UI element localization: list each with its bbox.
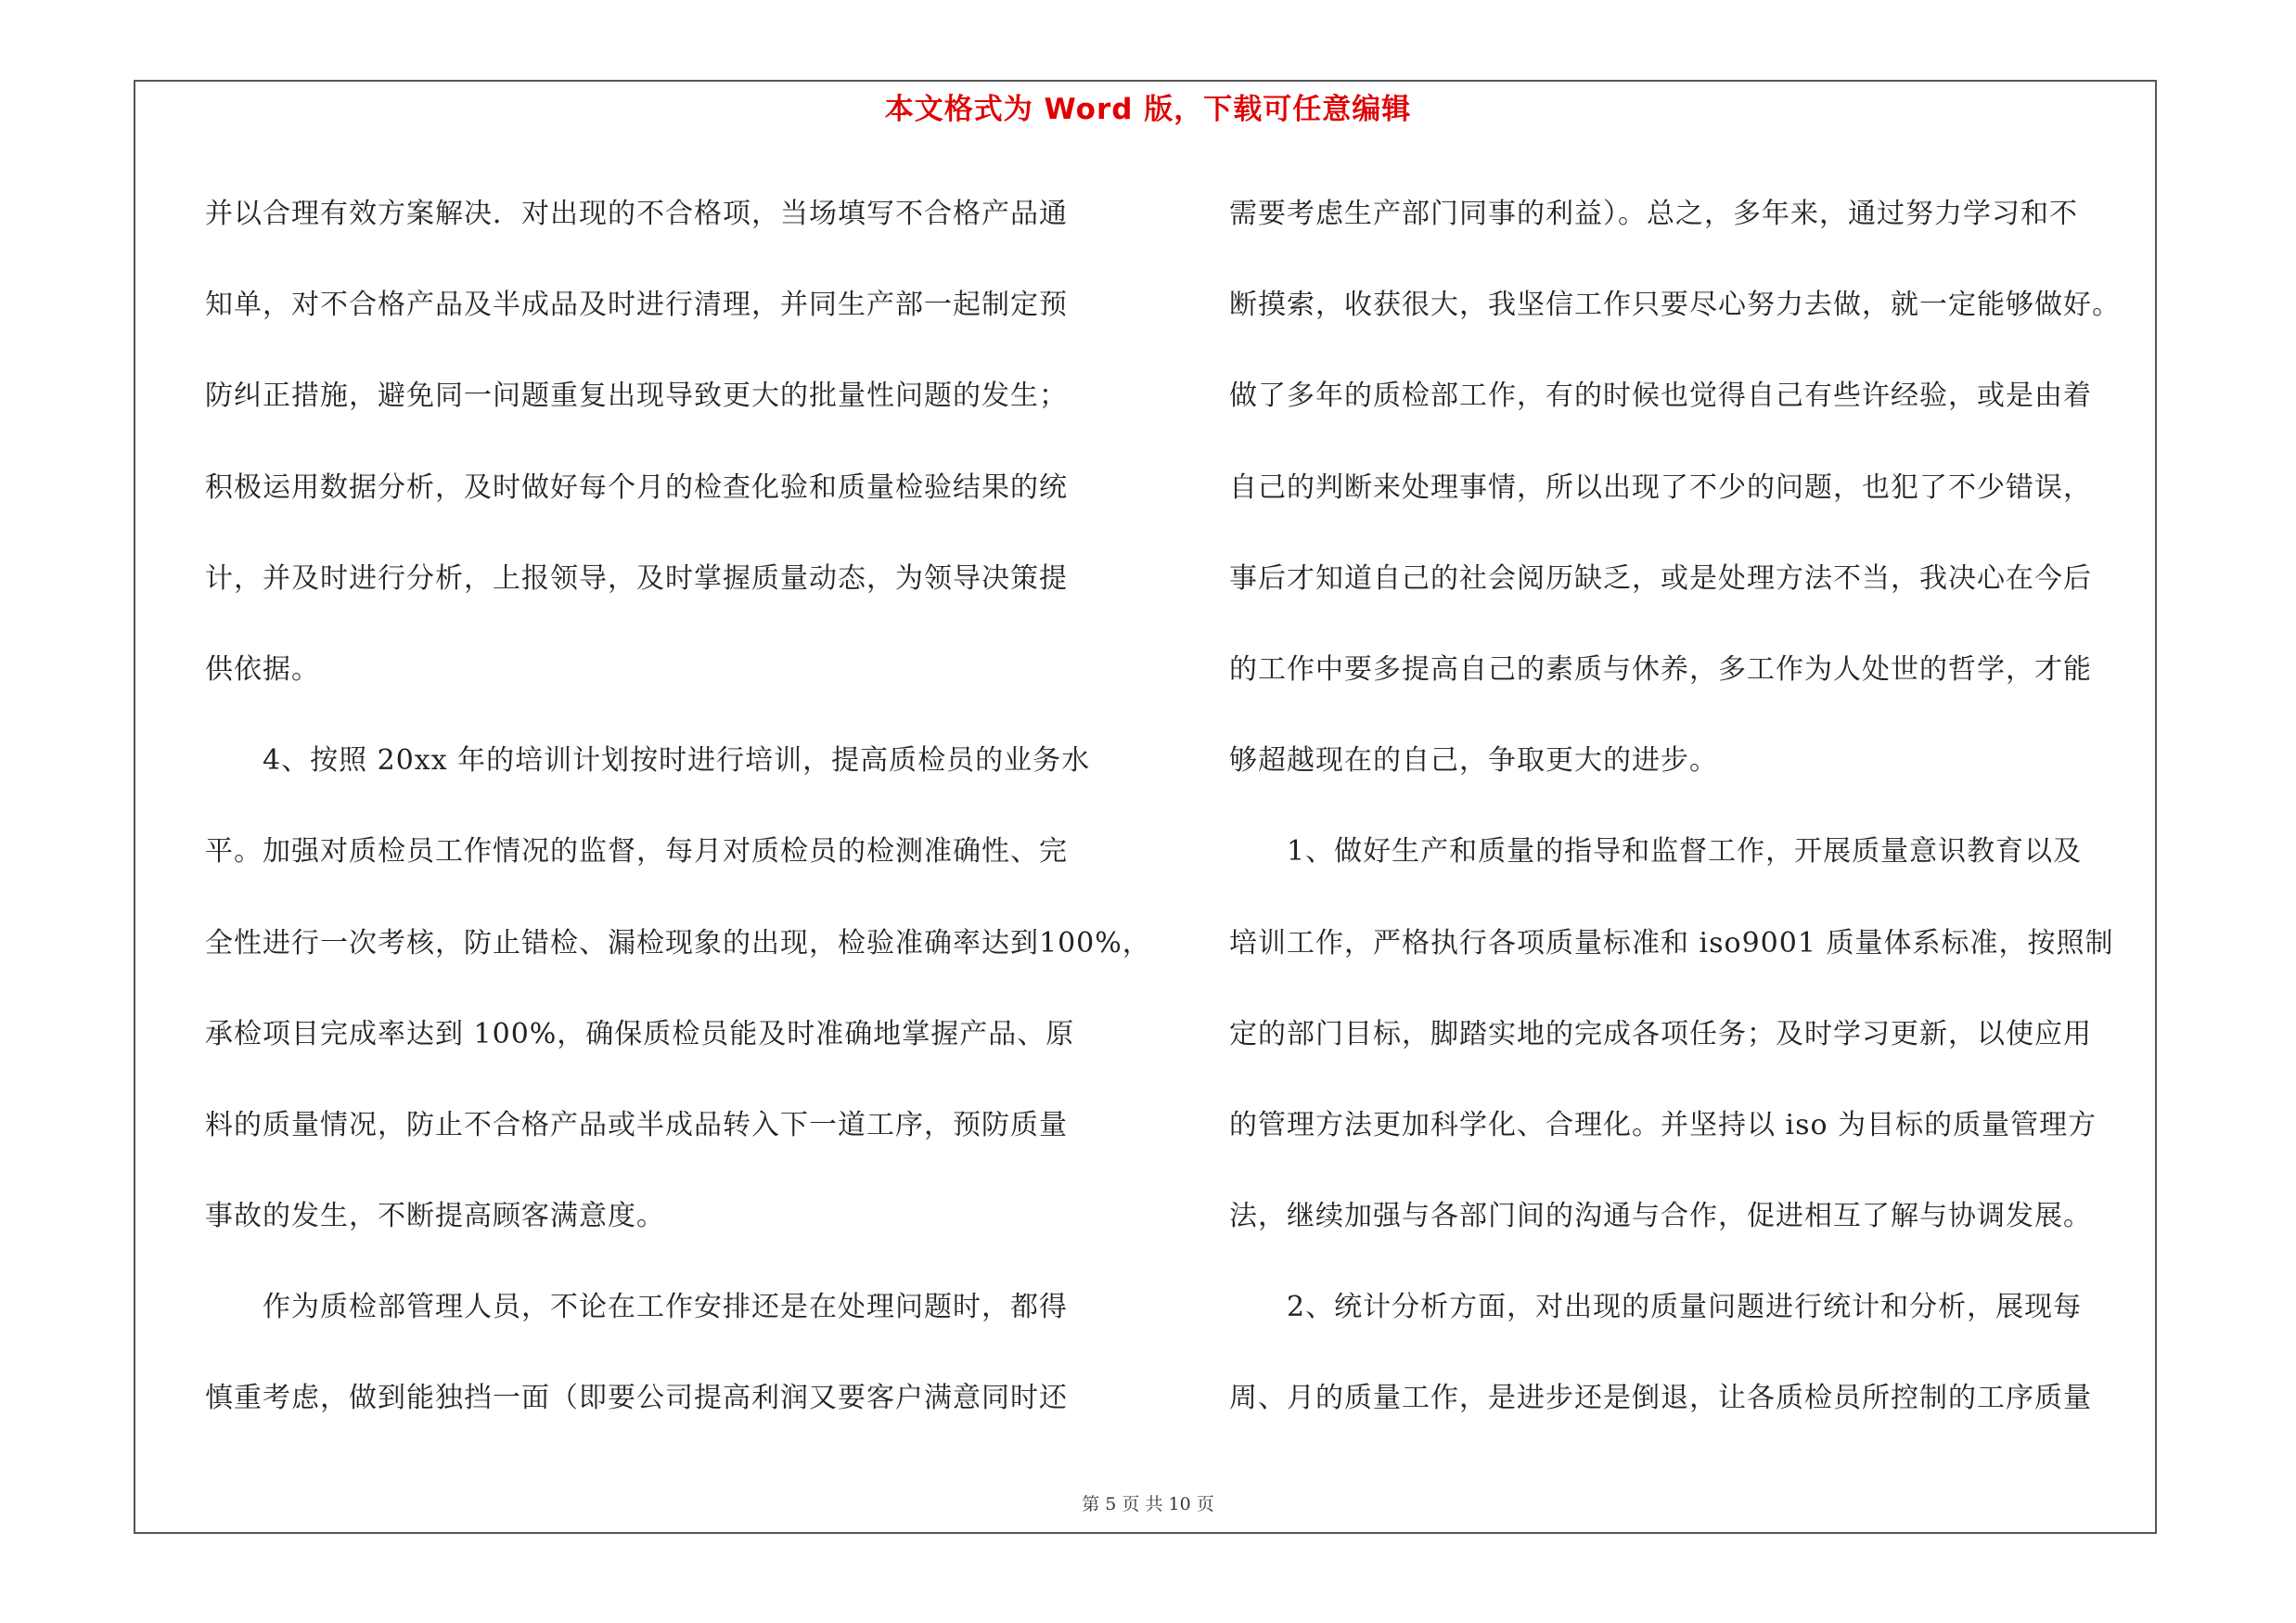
text-line: 做了多年的质检部工作，有的时候也觉得自己有些许经验，或是由着 xyxy=(1229,380,2092,413)
left-text-column xyxy=(205,182,1151,1458)
text-line: 事故的发生，不断提高顾客满意度。 xyxy=(205,1200,665,1233)
text-line: 作为质检部管理人员，不论在工作安排还是在处理问题时，都得 xyxy=(205,1291,1068,1324)
text-line: 断摸索，收获很大，我坚信工作只要尽心努力去做，就一定能够做好。 xyxy=(1229,289,2121,322)
text-line: 防纠正措施，避免同一问题重复出现导致更大的批量性问题的发生； xyxy=(205,380,1068,413)
text-line: 的管理方法更加科学化、合理化。并坚持以 iso 为目标的质量管理方 xyxy=(1229,1108,2097,1141)
text-line: 承检项目完成率达到 100%，确保质检员能及时准确地掌握产品、原 xyxy=(205,1017,1075,1050)
text-line: 料的质量情况，防止不合格产品或半成品转入下一道工序，预防质量 xyxy=(205,1108,1068,1141)
text-line: 供依据。 xyxy=(205,652,320,686)
text-line: 够超越现在的自己，争取更大的进步。 xyxy=(1229,744,1718,778)
text-line: 需要考虑生产部门同事的利益）。总之，多年来，通过努力学习和不 xyxy=(1229,198,2078,230)
text-line: 计，并及时进行分析，上报领导，及时掌握质量动态，为领导决策提 xyxy=(205,561,1068,595)
text-line: 平。加强对质检员工作情况的监督，每月对质检员的检测准确性、完 xyxy=(205,835,1068,869)
text-line: 慎重考虑，做到能独挡一面（即要公司提高利润又要客户满意同时还 xyxy=(205,1382,1068,1415)
text-line: 2、统计分析方面，对出现的质量问题进行统计和分析，展现每 xyxy=(1229,1291,2083,1324)
text-line: 的工作中要多提高自己的素质与休养，多工作为人处世的哲学，才能 xyxy=(1229,652,2092,686)
page-number-footer: 第 5 页 共 10 页 xyxy=(1082,1494,1214,1514)
text-line: 全性进行一次考核，防止错检、漏检现象的出现，检验准确率达到100%， xyxy=(205,926,1151,960)
text-line: 培训工作，严格执行各项质量标准和 iso9001 质量体系标准，按照制 xyxy=(1229,926,2114,960)
text-line: 积极运用数据分析，及时做好每个月的检查化验和质量检验结果的统 xyxy=(205,470,1068,504)
text-line: 定的部门目标，脚踏实地的完成各项任务；及时学习更新，以使应用 xyxy=(1229,1017,2092,1050)
word-format-banner: 本文格式为 Word 版，下载可任意编辑 xyxy=(884,93,1412,126)
text-line: 4、按照 20xx 年的培训计划按时进行培训，提高质检员的业务水 xyxy=(205,744,1091,778)
text-line: 1、做好生产和质量的指导和监督工作，开展质量意识教育以及 xyxy=(1229,835,2083,869)
text-line: 周、月的质量工作，是进步还是倒退，让各质检员所控制的工序质量 xyxy=(1229,1382,2092,1415)
text-line: 知单，对不合格产品及半成品及时进行清理，并同生产部一起制定预 xyxy=(205,289,1068,322)
right-text-column xyxy=(1229,182,2157,1458)
text-line: 事后才知道自己的社会阅历缺乏，或是处理方法不当，我决心在今后 xyxy=(1229,561,2092,595)
text-line: 并以合理有效方案解决．对出现的不合格项，当场填写不合格产品通 xyxy=(205,198,1068,230)
text-line: 自己的判断来处理事情，所以出现了不少的问题，也犯了不少错误， xyxy=(1229,470,2092,504)
text-line: 法，继续加强与各部门间的沟通与合作，促进相互了解与协调发展。 xyxy=(1229,1200,2092,1233)
